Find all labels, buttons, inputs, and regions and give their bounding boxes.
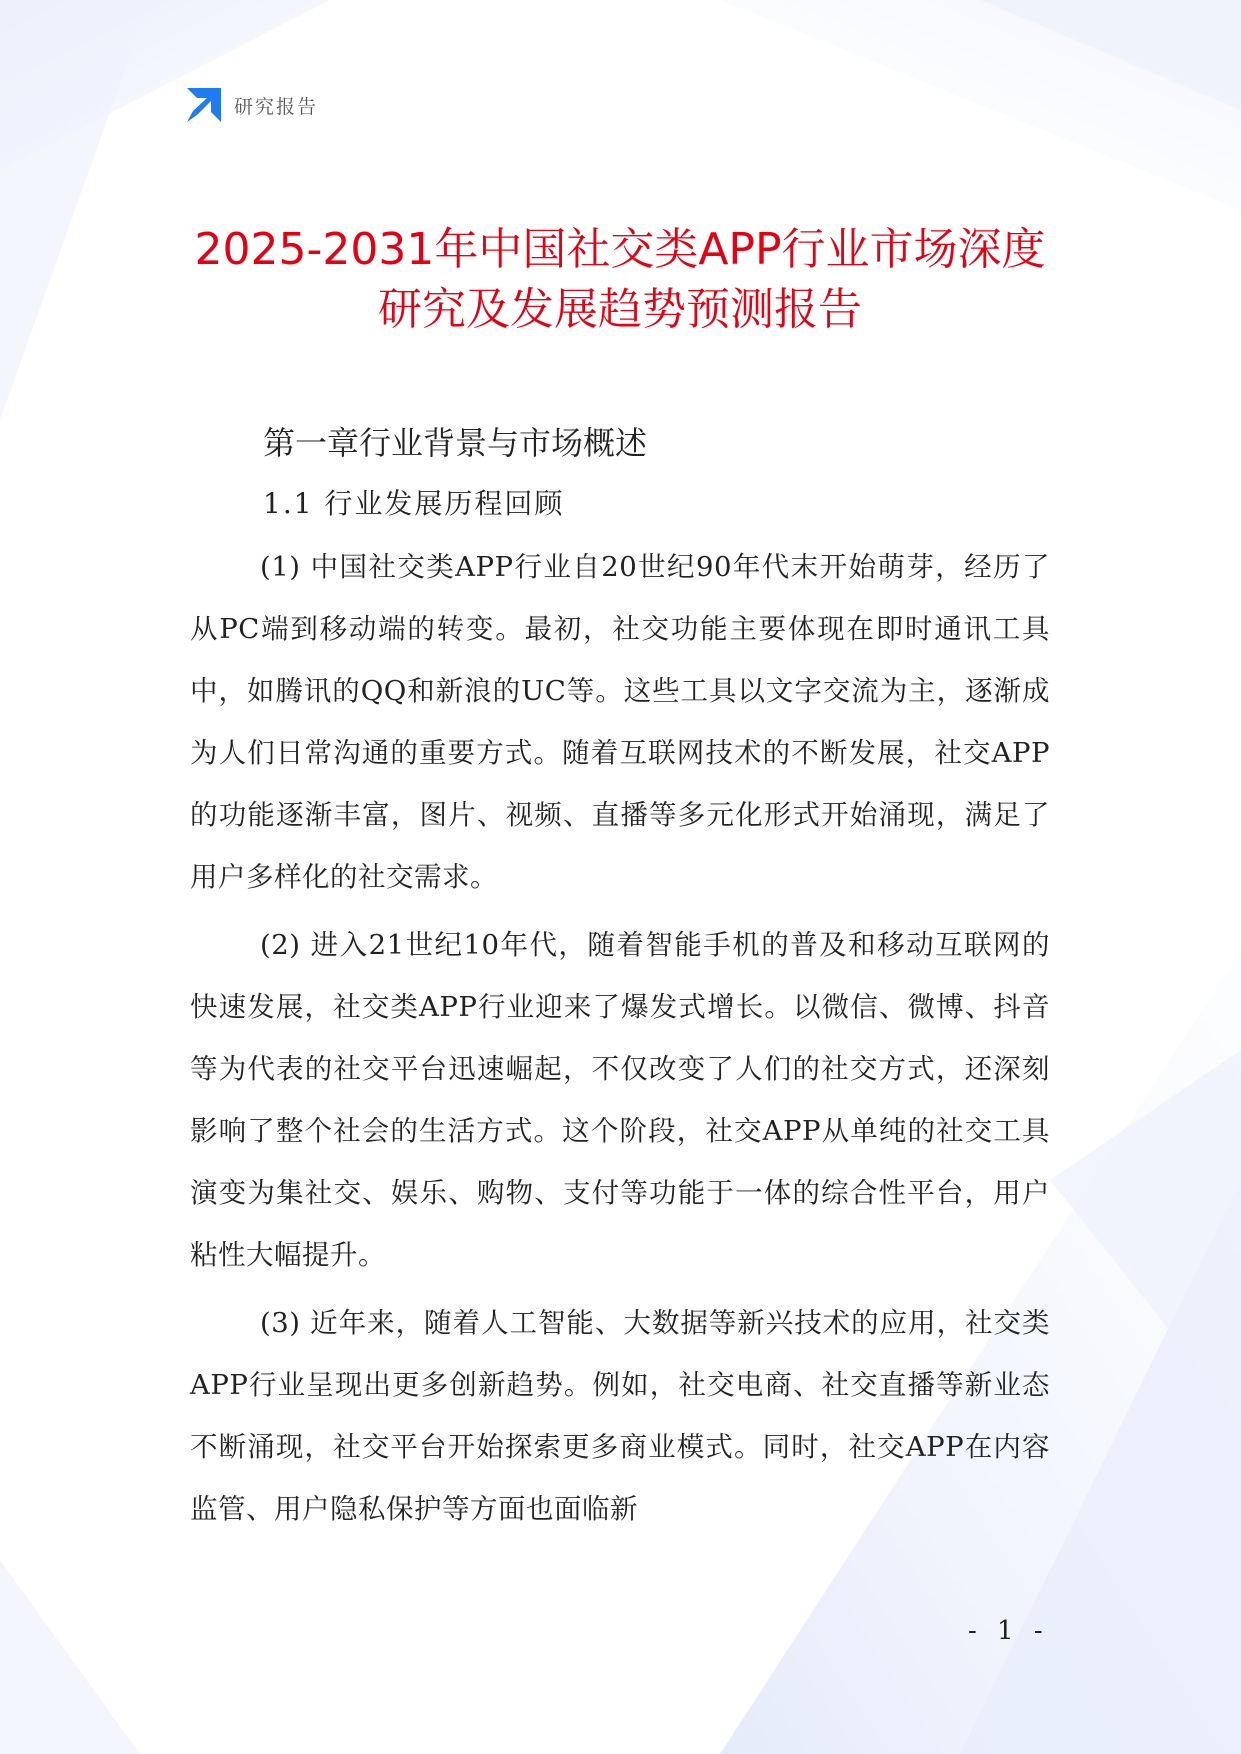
arrow-up-right-icon: [187, 88, 221, 122]
chapter-heading: 第一章行业背景与市场概述: [263, 424, 648, 462]
paragraph-2: (2) 进入21世纪10年代，随着智能手机的普及和移动互联网的快速发展，社交类APP行业迎来了爆发式增长。以微信、微博、抖音等为代表的社交平台迅速崛起，不仅改变了人们的社交方式，还深刻影响了整个社会的生活方式。这个阶段，社交APP从单纯的社交工具演变为集社交、娱乐、购物、支付等功能于一体的综合性平台，用户粘性大幅提升。: [190, 929, 1050, 1271]
paragraph-3: (3) 近年来，随着人工智能、大数据等新兴技术的应用，社交类APP行业呈现出更多创新趋势。例如，社交电商、社交直播等新业态不断涌现，社交平台开始探索更多商业模式。同时，社交APP在内容监管、用户隐私保护等方面也面临新: [190, 1307, 1050, 1525]
report-title-line-1: 2025-2031年中国社交类APP行业市场深度: [194, 224, 1046, 275]
report-title-line-2: 研究及发展趋势预测报告: [378, 284, 862, 335]
paragraph-1: (1) 中国社交类APP行业自20世纪90年代末开始萌芽，经历了从PC端到移动端的转变。最初，社交功能主要体现在即时通讯工具中，如腾讯的QQ和新浪的UC等。这些工具以文字交流为主，逐渐成为人们日常沟通的重要方式。随着互联网技术的不断发展，社交APP的功能逐渐丰富，图片、视频、直播等多元化形式开始涌现，满足了用户多样化的社交需求。: [190, 551, 1050, 893]
page-number: - 1 -: [968, 1616, 1049, 1646]
body-text: [190, 536, 1050, 1546]
header-label: 研究报告: [234, 95, 319, 118]
section-heading: 1.1 行业发展历程回顾: [263, 487, 565, 520]
report-header: [187, 88, 318, 122]
report-title: [160, 220, 1080, 340]
